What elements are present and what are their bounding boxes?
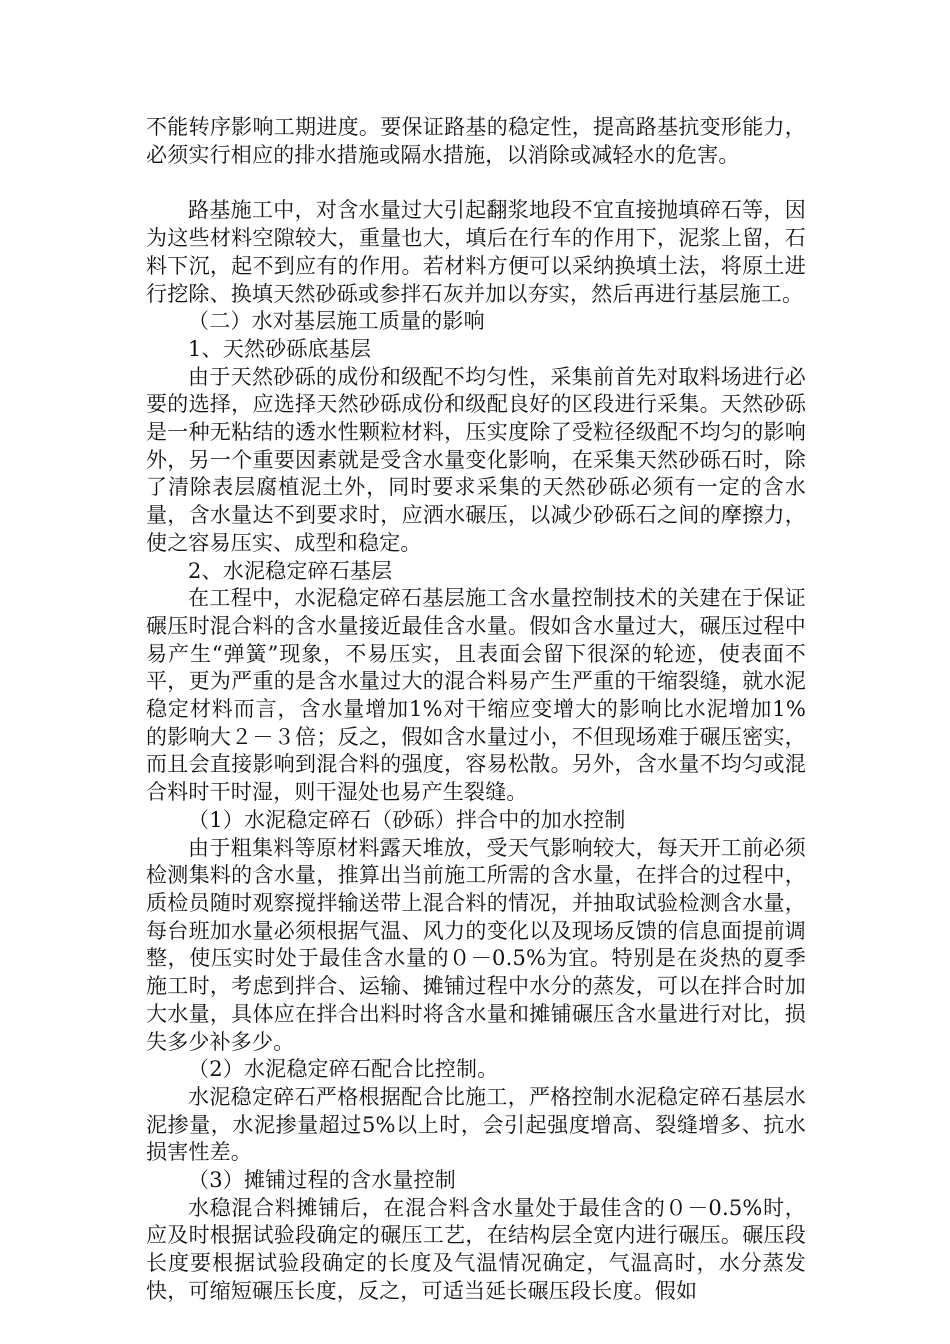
subsection-heading: （3）摊铺过程的含水量控制 bbox=[188, 1168, 456, 1193]
subsection-heading: 2、水泥稳定碎石基层 bbox=[188, 558, 393, 583]
body-paragraph: 由于天然砂砾的成份和级配不均匀性，采集前首先对取料场进行必要的选择，应选择天然砂砾成份和级配良好的区段进行采集。天然砂砾是一种无粘结的透水性颗粒材料，压实度除了受粒径级配不均匀的影响外，另一个重要因素就是受含水量变化影响，在采集天然砂砾石时，除了清除表层腐植泥土外，同时要求采集的天然砂砾必须有一定的含水量，含水量达不到要求时，应洒水碾压，以减少砂砾石之间的摩擦力，使之容易压实、成型和稳定。 bbox=[146, 364, 806, 555]
document-body bbox=[146, 114, 806, 1306]
body-paragraph: 不能转序影响工期进度。要保证路基的稳定性，提高路基抗变形能力，必须实行相应的排水措施或隔水措施，以消除或减轻水的危害。 bbox=[146, 115, 806, 167]
paragraph-gap bbox=[146, 169, 806, 197]
body-paragraph: 在工程中，水泥稳定碎石基层施工含水量控制技术的关建在于保证碾压时混合料的含水量接近最佳含水量。假如含水量过大，碾压过程中易产生“弹簧”现象，不易压实，且表面会留下很深的轮迹，使表面不平，更为严重的是含水量过大的混合料易产生严重的干缩裂缝，就水泥稳定材料而言，含水量增加1%对干缩应变增大的影响比水泥增加1%的影响大２－３倍；反之，假如含水量过小，不但现场难于碾压密实，而且会直接影响到混合料的强度，容易松散。另外，含水量不均匀或混合料时干时湿，则干湿处也易产生裂缝。 bbox=[146, 586, 806, 805]
subsection-heading: （2）水泥稳定碎石配合比控制。 bbox=[188, 1057, 499, 1082]
subsection-heading: （1）水泥稳定碎石（砂砾）拌合中的加水控制 bbox=[188, 807, 626, 832]
section-heading: （二）水对基层施工质量的影响 bbox=[188, 309, 485, 334]
body-paragraph: 路基施工中，对含水量过大引起翻浆地段不宜直接抛填碎石等，因为这些材料空隙较大，重量也大，填后在行车的作用下，泥浆上留，石料下沉，起不到应有的作用。若材料方便可以采纳换填土法，将原土进行挖除、换填天然砂砾或参拌石灰并加以夯实，然后再进行基层施工。 bbox=[146, 198, 806, 306]
body-paragraph: 水稳混合料摊铺后，在混合料含水量处于最佳含的０－0.5%时，应及时根据试验段确定的碾压工艺，在结构层全宽内进行碾压。碾压段长度要根据试验段确定的长度及气温情况确定，气温高时，水分蒸发快，可缩短碾压长度，反之，可适当延长碾压段长度。假如 bbox=[146, 1195, 806, 1303]
body-paragraph: 水泥稳定碎石严格根据配合比施工，严格控制水泥稳定碎石基层水泥掺量，水泥掺量超过5%以上时，会引起强度增高、裂缝增多、抗水损害性差。 bbox=[146, 1084, 806, 1165]
body-paragraph: 由于粗集料等原材料露天堆放，受天气影响较大，每天开工前必须检测集料的含水量，推算出当前施工所需的含水量，在拌合的过程中，质检员随时观察搅拌输送带上混合料的情况，并抽取试验检测含水量，每台班加水量必须根据气温、风力的变化以及现场反馈的信息面提前调整，使压实时处于最佳含水量的０－0.5%为宜。特别是在炎热的夏季施工时，考虑到拌合、运输、摊铺过程中水分的蒸发，可以在拌合时加大水量，具体应在拌合出料时将含水量和摊铺碾压含水量进行对比，损失多少补多少。 bbox=[146, 835, 806, 1054]
subsection-heading: 1、天然砂砾底基层 bbox=[188, 336, 372, 361]
